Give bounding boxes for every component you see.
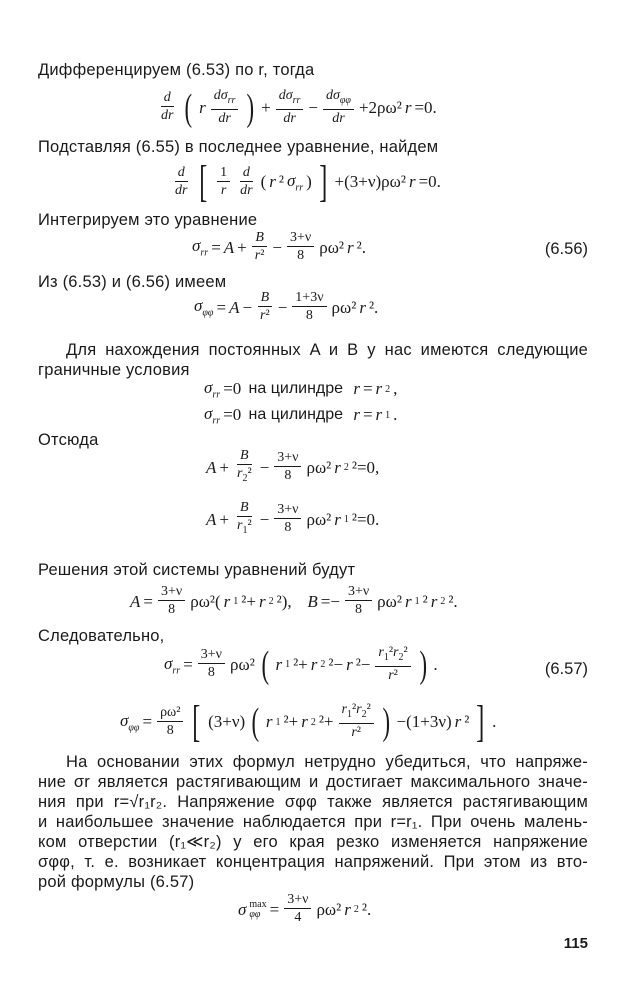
- paragraph-solutions: Решения этой системы уравнений будут: [38, 561, 356, 579]
- boundary-condition-2: $\sigma_{rr}$ =0 на цилиндре r = r 1 .: [204, 404, 398, 427]
- equation-solutions: A = $\frac{3+\nu}{8}$ ρω²( r 1 ²+ r 2 ²), B =− $\frac{3+\nu}{8}$ ρω² r 1 ² r 2 ².: [130, 584, 458, 617]
- paragraph-differentiate: Дифференцируем (6.53) по r, тогда: [38, 61, 315, 79]
- equation-number-6-56: (6.56): [544, 240, 588, 258]
- equation-substituted: $\frac{d}{dr}$ [ $\frac{1}{r}$ $\frac{d}{dr}$ ( r ² $\sigma_{rr}$ ) ] +(3+ν)ρω² r =0.: [175, 157, 441, 206]
- paragraph-conclusion-line-3: ния при r=√r₁r₂. Напряжение σφφ также является растягивающим: [38, 793, 588, 811]
- equation-sigma-rr: $\sigma_{rr}$ = A + $\frac{B}{\text{r²}}$ − $\frac{3+\nu}{8}$ ρω² r ².: [192, 230, 367, 263]
- equation-6-57-phiphi: $\sigma_{\varphi\varphi}$ = $\frac{\text{ρω²}}{8}$ [ (3+ν) ( r 1 ²+ r 2 ²+ $\frac{r_1^2r_2^2}{\text{r²}}$ ) −(1+3ν) r ² ] .: [120, 697, 497, 746]
- paragraph-conclusion-line-6: σφφ, т. е. возникает концентрация напряжений. При этом из вто-: [38, 853, 588, 871]
- paragraph-substituting: Подставляя (6.55) в последнее уравнение, найдем: [38, 138, 439, 156]
- equation-sigma-max: σ max φφ = $\frac{3+\nu}{4}$ ρω² r 2 ².: [238, 892, 372, 925]
- paragraph-conclusion-line-2: ние σr является растягивающим и достигает максимального значе-: [38, 773, 588, 791]
- paragraph-integrate: Интегрируем это уравнение: [38, 211, 258, 229]
- paragraph-conclusion-line-4: и наибольшее значение наблюдается при r=r₁. При очень малень-: [38, 813, 588, 831]
- equation-number-6-57: (6.57): [544, 660, 588, 678]
- equation-sigma-phiphi: $\sigma_{\varphi\varphi}$ = A − $\frac{B}{\text{r²}}$ − $\frac{1+3\nu}{8}$ ρω² r ².: [194, 290, 379, 323]
- paragraph-consequently: Следовательно,: [38, 627, 165, 645]
- boundary-condition-1: $\sigma_{rr}$ =0 на цилиндре r = r 2 ,: [204, 378, 398, 401]
- paragraph-constants-a: Для нахождения постоянных A и B у нас имеются следующие: [66, 341, 588, 359]
- equation-6-57-rr: $\sigma_{rr}$ = $\frac{3+\nu}{8}$ ρω² ( r 1 ²+ r 2 ²− r ²− $\frac{r_1^2r_2^2}{\text{r²}}$ ) .: [164, 643, 438, 686]
- paragraph-conclusion-line-5: ком отверстии (r₁≪r₂) у его края резко изменяется напряжение: [38, 833, 588, 851]
- page-number: 115: [563, 935, 588, 952]
- paragraph-constants-b: граничные условия: [38, 361, 190, 379]
- paragraph-conclusion-line-1: На основании этих формул нетрудно убедиться, что напряже-: [66, 753, 588, 771]
- equation-system-1: A + $\frac{B}{r_2^2}$ − $\frac{3+\nu}{8}$ ρω² r 2 ²=0,: [206, 448, 380, 484]
- paragraph-conclusion-line-7: рой формулы (6.57): [38, 873, 195, 891]
- equation-system-2: A + $\frac{B}{r_1^2}$ − $\frac{3+\nu}{8}$ ρω² r 1 ²=0.: [206, 500, 380, 536]
- paragraph-hence: Отсюда: [38, 431, 99, 449]
- paragraph-from: Из (6.53) и (6.56) имеем: [38, 273, 227, 291]
- equation-derivative: $\frac{d}{dr}$ ( r $\frac{d\sigma_{rr}}{dr}$ ) + $\frac{d\sigma_{rr}}{dr}$ − $\frac{d\sigma_{\varphi\varphi}}{dr}$ +2ρω² r =0.: [161, 86, 437, 129]
